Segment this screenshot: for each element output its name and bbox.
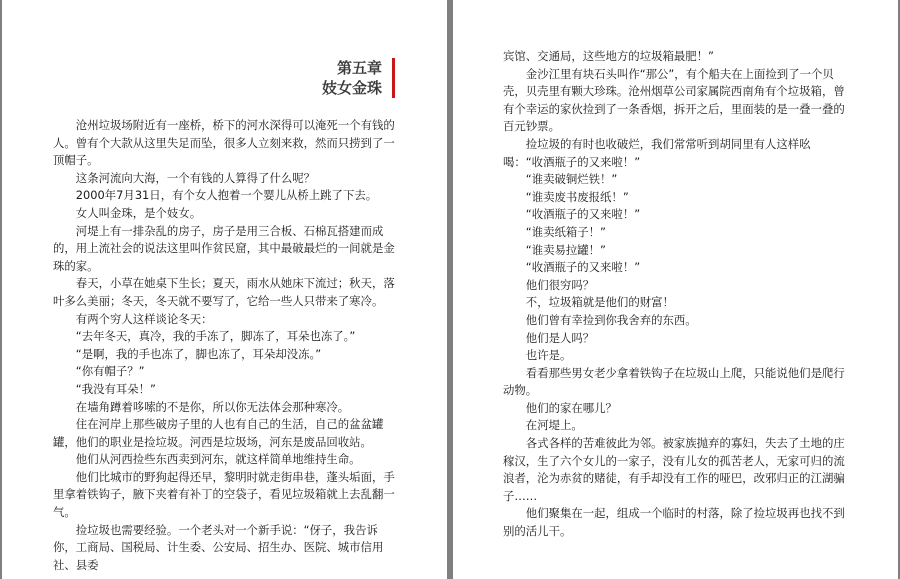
paragraph: 沧州垃圾场附近有一座桥，桥下的河水深得可以淹死一个有钱的人。曾有个大款从这里失足而坠，很多人立刻来救，然而只捞到了一顶帽子。 [53, 118, 395, 168]
paragraph: 不，垃圾箱就是他们的财富！ [525, 295, 674, 310]
paragraph: 金沙江里有块石头叫作“那公”，有个船夫在上面捡到了一个贝壳，贝壳里有颗大珍珠。沧州烟草公司家属院西南角有个垃圾箱，曾有个幸运的家伙捡到了一条香烟，拆开之后，里面装的是一叠一叠的百元钞票。 [503, 66, 845, 134]
left-page-body [53, 117, 398, 574]
paragraph: “去年冬天，真冷，我的手冻了，脚冻了，耳朵也冻了。” [75, 329, 356, 344]
paragraph: 春天，小草在她桌下生长；夏天，雨水从她床下流过；秋天，落叶多么美丽；冬天，冬天就不要写了，它给一些人只带来了寒冷。 [53, 276, 395, 308]
paragraph: 这条河流向大海，一个有钱的人算得了什么呢？ [75, 170, 316, 185]
paragraph: 各式各样的苦难彼此为邻。被家族抛弃的寡妇，失去了土地的庄稼汉，生了六个女儿的一家子，没有儿女的孤苦老人，无家可归的流浪者，沦为赤贫的赌徒，有手却没有工作的哑巴，改邪归正的江湖骗子…… [503, 436, 845, 503]
paragraph: 在河堤上。 [525, 418, 583, 433]
paragraph: 2000年7月31日，有个女人抱着一个婴儿从桥上跳了下去。 [75, 188, 378, 203]
right-page [453, 0, 898, 579]
paragraph: 他们比城市的野狗起得还早，黎明时就走街串巷，蓬头垢面，手里拿着铁钩子，腋下夹着有补丁的空袋子，看见垃圾箱就上去乱翻一气。 [53, 469, 395, 520]
right-page-body [503, 48, 848, 541]
paragraph: “我没有耳朵！” [75, 381, 156, 396]
chapter-heading [322, 58, 395, 98]
paragraph: 他们的家在哪儿？ [525, 400, 617, 415]
paragraph: 他们从河西捡些东西卖到河东，就这样简单地维持生命。 [75, 452, 361, 467]
paragraph: 捡垃圾也需要经验。一个老头对一个新手说：“伢子，我告诉你，工商局、国税局、计生委、公安局、招生办、医院、城市信用社、县委 [53, 522, 384, 572]
paragraph: “是啊，我的手也冻了，脚也冻了，耳朵却没冻。” [75, 346, 322, 361]
chapter-number: 第五章 [336, 59, 382, 77]
left-page [2, 0, 447, 579]
paragraph: 在墙角蹲着哆嗦的不是你，所以你无法体会那种寒冷。 [75, 399, 350, 414]
paragraph: 女人叫金珠，是个妓女。 [75, 205, 202, 220]
paragraph: “谁卖废书废报纸！” [525, 189, 629, 204]
paragraph: “收酒瓶子的又来啦！” [525, 260, 641, 275]
paragraph: “你有帽子？” [75, 364, 145, 379]
paragraph: 捡垃圾的有时也收破烂，我们常常听到胡同里有人这样吆喝：“收酒瓶子的又来啦！” [503, 136, 811, 169]
paragraph: 宾馆、交通局，这些地方的垃圾箱最肥！” [503, 49, 714, 63]
paragraph: “收酒瓶子的又来啦！” [525, 207, 641, 222]
paragraph: 也许是。 [525, 348, 572, 363]
paragraph: 有两个穷人这样谈论冬天： [75, 311, 213, 326]
paragraph: “谁卖破铜烂铁！” [525, 172, 618, 187]
paragraph: 看看那些男女老少拿着铁钩子在垃圾山上爬，只能说他们是爬行动物。 [503, 365, 845, 398]
paragraph: 他们是人吗？ [525, 330, 595, 345]
paragraph: 住在河岸上那些破房子里的人也有自己的生活，自己的盆盆罐罐，他们的职业是捡垃圾。河西是垃圾场，河东是废品回收站。 [53, 417, 384, 449]
chapter-title: 妓女金珠 [321, 79, 382, 97]
paragraph: 他们很穷吗？ [525, 277, 595, 292]
paragraph: “谁卖纸箱子！” [525, 224, 606, 239]
paragraph: 河堤上有一排杂乱的房子，房子是用三合板、石棉瓦搭建而成的，用上流社会的说法这里叫作贫民窟，其中最破最烂的一间就是金珠的家。 [53, 223, 395, 273]
paragraph: “谁卖易拉罐！” [525, 242, 606, 257]
paragraph: 他们聚集在一起，组成一个临时的村落，除了捡垃圾再也找不到别的活儿干。 [503, 506, 845, 539]
paragraph: 他们曾有幸捡到你我舍弃的东西。 [525, 312, 697, 327]
